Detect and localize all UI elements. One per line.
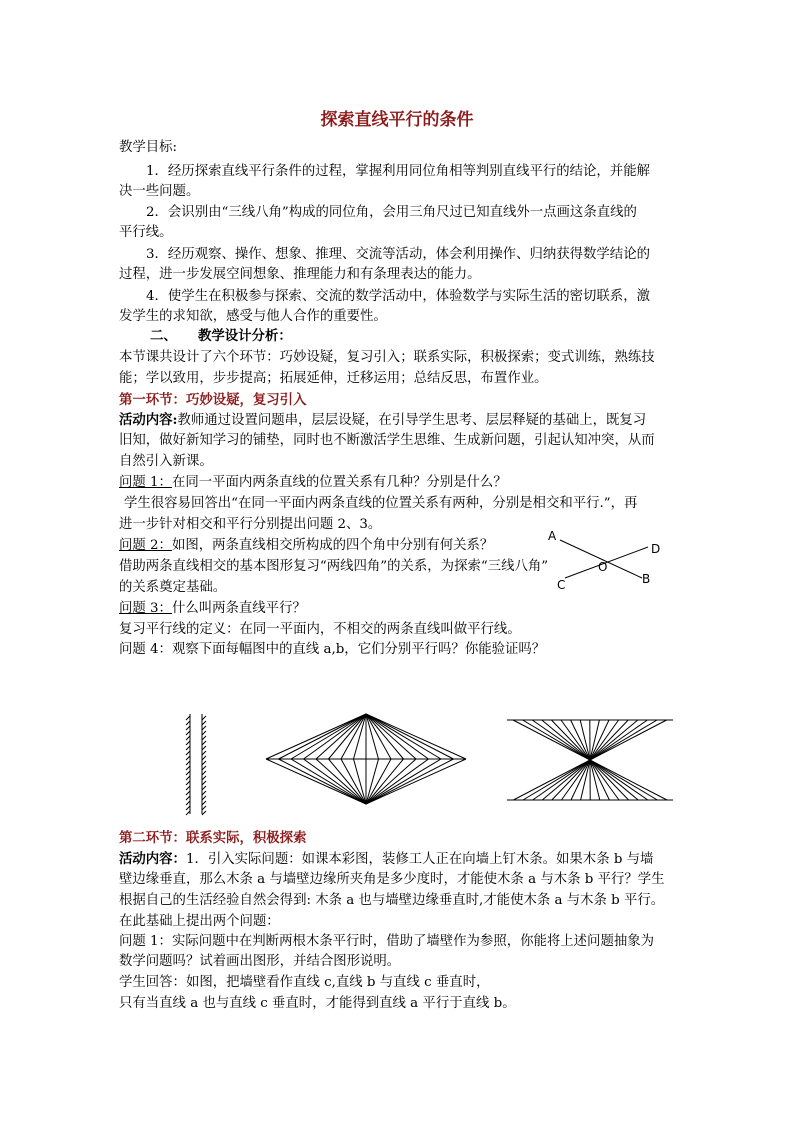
question-1 xyxy=(119,473,507,493)
goal-2-line-2: 平行线。 xyxy=(119,225,173,240)
hatch-mark xyxy=(202,726,206,730)
figure-rays xyxy=(505,718,675,802)
diamond-ray xyxy=(366,714,454,759)
hatch-mark xyxy=(202,796,206,800)
point-a-label: A xyxy=(548,529,557,543)
hatch-mark xyxy=(202,786,206,790)
hatch-mark xyxy=(186,776,190,780)
goal-4-line-1: 4．使学生在积极参与探索、交流的数学活动中，体验数学与实际生活的密切联系，激 xyxy=(146,289,650,304)
activity-label: 活动内容: xyxy=(119,412,178,428)
hatch-mark xyxy=(186,806,190,810)
hatch-mark xyxy=(186,771,190,775)
question-3-label: 问题 3： xyxy=(119,601,172,616)
question-2-label: 问题 2： xyxy=(119,538,172,553)
hatch-mark xyxy=(186,751,190,755)
hatch-mark xyxy=(202,716,206,720)
diamond-ray xyxy=(316,759,366,804)
student-answer-line-2: 只有当直线 a 也与直线 c 垂直时，才能得到直线 a 平行于直线 b。 xyxy=(119,996,516,1011)
question-3 xyxy=(119,599,306,619)
page-title: 探索直线平行的条件 xyxy=(320,110,474,130)
stage-1-content-line-3: 自然引入新课。 xyxy=(119,454,213,469)
diamond-ray xyxy=(291,759,366,804)
hatch-mark xyxy=(186,736,190,740)
stage-2-content-line-3: 根据自己的生活经验自然会得到: 木条 a 也与墙壁边缘垂直时,才能使木条 a 与木条 b 平行。 xyxy=(119,893,665,908)
hatch-mark xyxy=(202,741,206,745)
point-o-label: O xyxy=(598,560,608,574)
question-1-label: 问题 1： xyxy=(119,475,172,490)
hatch-mark xyxy=(186,746,190,750)
intro-line-1: 本节课共设计了六个环节：巧妙设疑，复习引入；联系实际，积极探索；变式训练，熟练技 xyxy=(119,350,655,365)
activity-text-2: 1．引入实际问题：如课本彩图，装修工人正在向墙上钉木条。如果木条 b 与墙 xyxy=(185,852,654,867)
hatch-mark xyxy=(186,741,190,745)
section-2-number: 二、 xyxy=(150,328,177,344)
diamond-edge xyxy=(366,759,466,804)
hatch-mark xyxy=(202,731,206,735)
hatch-mark xyxy=(202,791,206,795)
hatch-mark xyxy=(202,746,206,750)
hatch-mark xyxy=(202,771,206,775)
diamond-ray xyxy=(279,759,367,804)
stage-2-content-line-4: 在此基础上提出两个问题： xyxy=(119,914,280,929)
point-d-label: D xyxy=(651,542,661,556)
hatch-mark xyxy=(202,751,206,755)
diamond-edge xyxy=(266,759,366,804)
hatch-mark xyxy=(202,756,206,760)
goal-1-line-2: 决一些问题。 xyxy=(119,184,200,199)
stage-2-content-line-1 xyxy=(119,849,653,870)
diamond-ray xyxy=(366,759,454,804)
figure-diamond xyxy=(262,712,470,806)
hatch-mark xyxy=(202,806,206,810)
point-c-label: C xyxy=(557,578,566,592)
goals-heading: 教学目标: xyxy=(119,140,178,155)
activity-label-2: 活动内容： xyxy=(119,851,186,867)
stage-1-content-line-2: 旧知，做好新知学习的铺垫，同时也不断激活学生思维、生成新问题，引起认知冲突，从而 xyxy=(119,433,655,448)
hatch-mark xyxy=(202,801,206,805)
hatch-mark xyxy=(186,766,190,770)
hatch-mark xyxy=(202,761,206,765)
stage-2-heading: 第二环节：联系实际，积极探索 xyxy=(119,830,307,846)
point-b-label: B xyxy=(642,572,651,586)
goal-1-line-1: 1．经历探索直线平行条件的过程，掌握利用同位角相等判别直线平行的结论，并能解 xyxy=(146,164,650,179)
question-2 xyxy=(119,536,493,556)
hatch-mark xyxy=(202,766,206,770)
diamond-edge xyxy=(366,714,466,759)
diamond-ray xyxy=(316,714,366,759)
stage-2-question-1-line-2: 数学问题吗？试着画出图形，并结合图形说明。 xyxy=(119,954,401,969)
hatch-mark xyxy=(186,786,190,790)
diamond-ray xyxy=(279,714,367,759)
hatch-mark xyxy=(186,811,190,815)
diamond-ray xyxy=(366,714,441,759)
hatch-mark xyxy=(186,726,190,730)
question-4: 问题 4：观察下面每幅图中的直线 a,b，它们分别平行吗？你能验证吗？ xyxy=(119,642,546,657)
hatch-mark xyxy=(202,736,206,740)
hatch-mark xyxy=(202,721,206,725)
stage-1-content-line-1 xyxy=(119,410,646,431)
goal-3-line-1: 3．经历观察、操作、想象、推理、交流等活动，体会利用操作、归纳获得数学结论的 xyxy=(146,247,650,262)
stage-2-question-1-line-1: 问题 1：实际问题中在判断两根木条平行时，借助了墙壁作为参照，你能将上述问题抽象为 xyxy=(119,934,655,949)
goal-3-line-2: 过程，进一步发展空间想象、推理能力和有条理表达的能力。 xyxy=(119,267,481,282)
question-3-text: 什么叫两条直线平行？ xyxy=(171,601,306,616)
question-2-text: 如图，两条直线相交所构成的四个角中分别有何关系？ xyxy=(171,538,494,553)
diamond-ray xyxy=(366,759,441,804)
hatch-mark xyxy=(202,781,206,785)
intro-line-2: 能；学以致用，步步提高；拓展延伸，迁移运用；总结反思，布置作业。 xyxy=(119,371,548,386)
hatch-mark xyxy=(186,716,190,720)
goal-4-line-2: 发学生的求知欲，感受与他人合作的重要性。 xyxy=(119,309,387,324)
answer-2-line-2: 的关系奠定基础。 xyxy=(119,580,227,595)
question-1-text: 在同一平面内两条直线的位置关系有几种？分别是什么？ xyxy=(171,475,507,490)
hatch-mark xyxy=(186,801,190,805)
answer-1-line-1: 学生很容易回答出“在同一平面内两条直线的位置关系有两种，分别是相交和平行.”，再 xyxy=(124,496,638,511)
hatch-mark xyxy=(186,731,190,735)
section-2-title: 教学设计分析： xyxy=(198,328,292,344)
answer-2-line-1: 借助两条直线相交的基本图形复习“两线四角”的关系，为探索“三线八角” xyxy=(119,559,549,574)
figure-hatched-lines xyxy=(178,712,218,816)
hatch-mark xyxy=(186,761,190,765)
hatch-mark xyxy=(202,776,206,780)
activity-text: 教师通过设置问题串，层层设疑，在引导学生思考、层层释疑的基础上，既复习 xyxy=(177,413,647,428)
stage-2-content-line-2: 壁边缘垂直，那么木条 a 与墙壁边缘所夹角是多少度时，才能使木条 a 与木条 b 平行？学生 xyxy=(119,872,665,887)
diamond-ray xyxy=(291,714,366,759)
diamond-edge xyxy=(266,714,366,759)
hatch-mark xyxy=(186,721,190,725)
stage-1-heading: 第一环节：巧妙设疑，复习引入 xyxy=(119,392,307,408)
hatch-mark xyxy=(186,796,190,800)
hatch-mark xyxy=(186,756,190,760)
answer-1-line-2: 进一步针对相交和平行分别提出问题 2、3。 xyxy=(119,517,382,532)
hatch-mark xyxy=(202,811,206,815)
goal-2-line-1: 2．会识别由“三线八角”构成的同位角，会用三角尺过已知直线外一点画这条直线的 xyxy=(146,205,637,220)
answer-3: 复习平行线的定义：在同一平面内，不相交的两条直线叫做平行线。 xyxy=(119,622,521,637)
hatch-mark xyxy=(186,781,190,785)
diamond-ray xyxy=(366,714,416,759)
student-answer-line-1: 学生回答：如图，把墙壁看作直线 c,直线 b 与直线 c 垂直时， xyxy=(119,975,490,990)
diamond-ray xyxy=(366,759,416,804)
hatch-mark xyxy=(186,791,190,795)
